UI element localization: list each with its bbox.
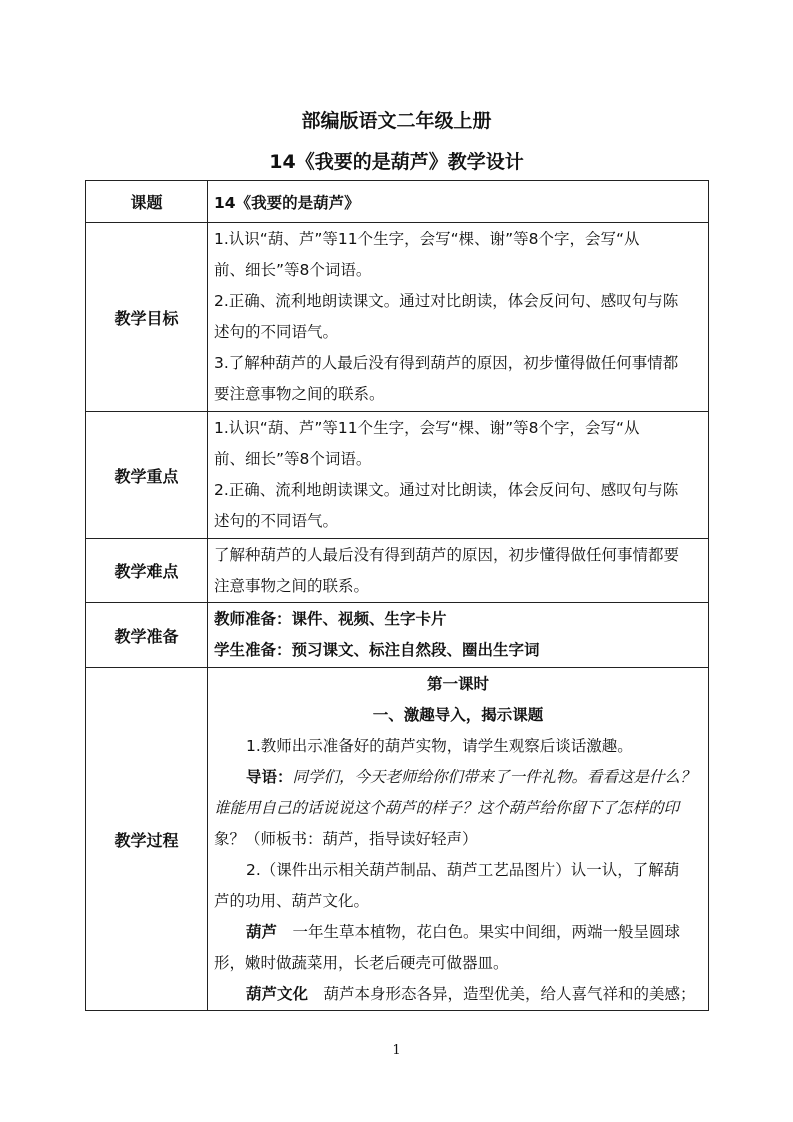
key-points-content	[208, 412, 709, 539]
table-row-process	[86, 668, 709, 1011]
section-title: 一、激趣导入，揭示课题	[372, 705, 544, 724]
key-points-line: 1.认识“葫、芦”等11个生字，会写“棵、谢”等8个字，会写“从	[214, 419, 640, 437]
guide-text-line: 象？（师板书：葫芦，指导读好轻声）	[214, 829, 478, 848]
preparation-content	[208, 603, 709, 668]
goals-line: 前、细长”等8个词语。	[214, 261, 372, 279]
process-step-2-cont: 芦的功用、葫芦文化。	[214, 891, 370, 910]
difficulties-content	[208, 539, 709, 603]
process-content	[208, 668, 709, 1011]
key-points-line: 述句的不同语气。	[214, 512, 339, 530]
goals-line: 1.认识“葫、芦”等11个生字，会写“棵、谢”等8个字，会写“从	[214, 230, 640, 248]
gourd-definition-cont: 形，嫩时做蔬菜用，长老后硬壳可做器皿。	[214, 953, 509, 972]
row-label-difficulties: 教学难点	[86, 539, 208, 603]
culture-text: 葫芦本身形态各异，造型优美，给人喜气祥和的美感；	[323, 984, 696, 1003]
table-row-topic	[86, 181, 709, 223]
topic-value: 14《我要的是葫芦》	[208, 181, 709, 223]
row-label-preparation: 教学准备	[86, 603, 208, 668]
culture-label: 葫芦文化	[246, 984, 309, 1003]
guide-text: 同学们，今天老师给你们带来了一件礼物。看看这是什么？	[292, 767, 696, 786]
table-row-preparation	[86, 603, 709, 668]
process-step-1: 1.教师出示准备好的葫芦实物，请学生观察后谈话激趣。	[246, 736, 633, 755]
row-label-goals: 教学目标	[86, 223, 208, 412]
table-row-key-points	[86, 412, 709, 539]
difficulties-line: 注意事物之间的联系。	[214, 576, 370, 595]
row-label-key-points: 教学重点	[86, 412, 208, 539]
goals-line: 要注意事物之间的联系。	[214, 385, 385, 403]
guide-paragraph	[214, 762, 702, 793]
table-row-difficulties	[86, 539, 709, 603]
key-points-line: 2.正确、流利地朗读课文。通过对比朗读，体会反问句、感叹句与陈	[214, 481, 679, 499]
difficulties-line: 了解种葫芦的人最后没有得到葫芦的原因，初步懂得做任何事情都要	[214, 545, 680, 564]
lesson-title: 第一课时	[426, 674, 489, 693]
guide-label: 导语：	[246, 767, 293, 786]
process-step-2: 2.（课件出示相关葫芦制品、葫芦工艺品图片）认一认，了解葫	[246, 860, 680, 879]
preparation-line: 教师准备：课件、视频、生字卡片	[214, 610, 447, 628]
page-number: 1	[392, 1043, 401, 1058]
gourd-label: 葫芦	[246, 922, 278, 941]
guide-text-line: 谁能用自己的话说说这个葫芦的样子？这个葫芦给你留下了怎样的印	[214, 798, 680, 817]
goals-line: 3.了解种葫芦的人最后没有得到葫芦的原因，初步懂得做任何事情都	[214, 354, 679, 372]
gourd-definition	[214, 917, 702, 948]
goals-content	[208, 223, 709, 412]
goals-line: 2.正确、流利地朗读课文。通过对比朗读，体会反问句、感叹句与陈	[214, 292, 679, 310]
row-label-process: 教学过程	[86, 668, 208, 1011]
gourd-culture	[214, 979, 702, 1010]
goals-line: 述句的不同语气。	[214, 323, 339, 341]
table-row-goals	[86, 223, 709, 412]
document-subtitle: 14《我要的是葫芦》教学设计	[269, 151, 524, 173]
lesson-plan-table	[85, 180, 709, 1011]
key-points-line: 前、细长”等8个词语。	[214, 450, 372, 468]
document-title: 部编版语文二年级上册	[301, 110, 492, 132]
gourd-text: 一年生草本植物，花白色。果实中间细，两端一般呈圆球	[292, 922, 681, 941]
row-label-topic: 课题	[86, 181, 208, 223]
preparation-line: 学生准备：预习课文、标注自然段、圈出生字词	[214, 641, 540, 659]
